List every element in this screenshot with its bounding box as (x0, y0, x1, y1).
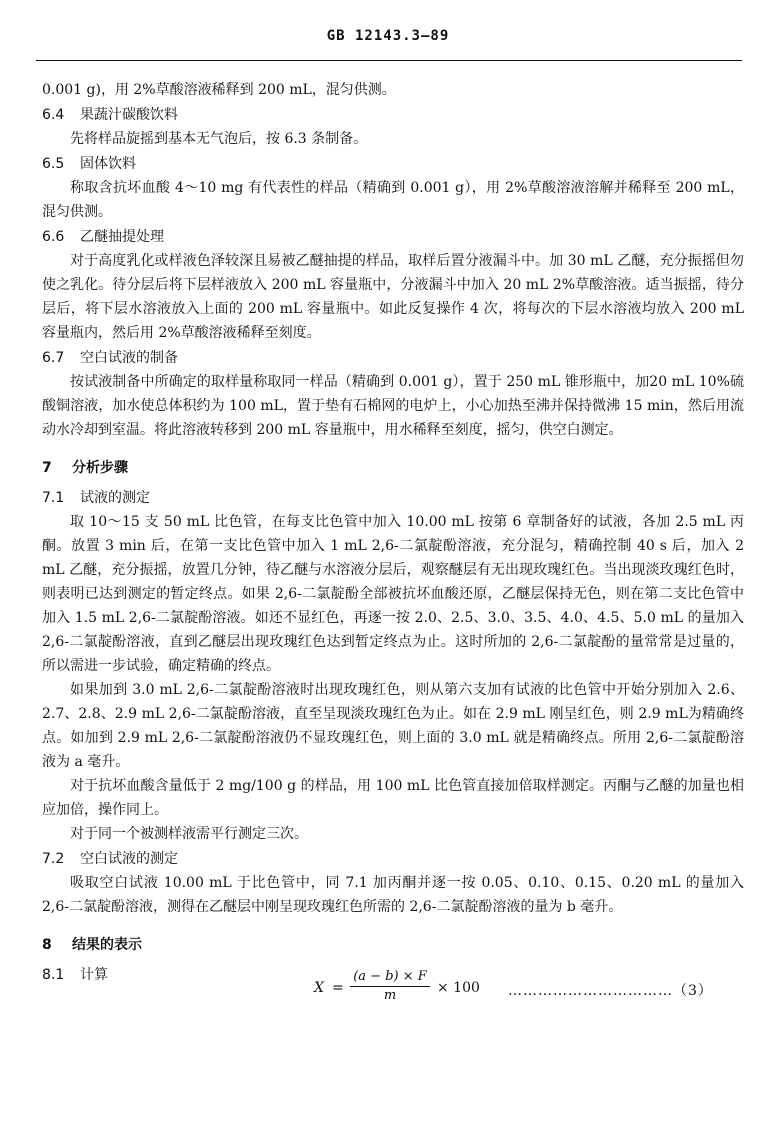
chapter-heading (42, 456, 744, 480)
formula-fraction (350, 968, 430, 1005)
section-number: 8.1 (42, 967, 65, 983)
section-title: 计算 (80, 967, 108, 983)
formula-numerator: (a − b) × F (350, 968, 430, 987)
body-paragraph: 按试液制备中所确定的取样量称取同一样品（精确到 0.001 g），置于 250 mL 锥形瓶中，加20 mL 10%硫酸铜溶液，加水使总体积约为 100 mL，置于垫有石棉网的电炉上，小心加热至沸并保持微沸 15 min，然后用流动水冷却到室温。将此溶液转移到 200 mL 容量瓶中，用水稀释至刻度，摇匀，供空白测定。 (42, 374, 744, 438)
section-heading (42, 346, 744, 370)
body-paragraph: 对于抗坏血酸含量低于 2 mg/100 g 的样品，用 100 mL 比色管直接加倍取样测定。丙酮与乙醚的加量也相应加倍，操作同上。 (42, 778, 744, 818)
section-heading (42, 225, 744, 249)
section-title: 试液的测定 (80, 490, 150, 506)
formula-number (508, 980, 713, 1000)
section-number: 6.6 (42, 229, 65, 245)
section-title: 空白试液的制备 (80, 350, 178, 366)
formula-lhs: X (314, 980, 324, 996)
body-paragraph: 吸取空白试液 10.00 mL 于比色管中，同 7.1 加丙酮并逐一按 0.05、0.10、0.15、0.20 mL 的量加入 2,6-二氯靛酚溶液，测得在乙醚层中刚呈现玫瑰红色所需的 2,6-二氯靛酚溶液的量为 b 毫升。 (42, 875, 744, 915)
section-title: 固体饮料 (80, 156, 136, 172)
body-paragraph: 对于同一个被测样液需平行测定三次。 (70, 826, 308, 842)
section-heading (42, 486, 744, 510)
section-number: 6.5 (42, 156, 65, 172)
body-paragraph: 取 10～15 支 50 mL 比色管，在每支比色管中加入 10.00 mL 按第 6 章制备好的试液，各加 2.5 mL 丙酮。放置 3 min 后，在第一支比色管中加入 1 mL 2,6-二氯靛酚溶液，充分混匀，精确控制 40 s 后，加入 2 mL 乙醚，充分振摇，放置几分钟，待乙醚与水溶液分层后，观察醚层有无出现玫瑰红色。当出现淡玫瑰红色时，则表明已达到测定的暂定终点。如果 2,6-二氯靛酚全部被抗坏血酸还原，乙醚层保持无色，则在第二支比色管中加入 1.5 mL 2,6-二氯靛酚溶液。如还不显红色，再逐一按 2.0、2.5、3.0、3.5、4.0、4.5、5.0 mL 的量加入 2,6-二氯靛酚溶液，直到乙醚层出现玫瑰红色达到暂定终点为止。这时所加的 2,6-二氯靛酚的量常常是过量的，所以需进一步试验，确定精确的终点。 (42, 514, 744, 674)
body-paragraph: 对于高度乳化或样液色泽较深且易被乙醚抽提的样品，取样后置分液漏斗中。加 30 mL 乙醚，充分振摇但勿使之乳化。待分层后将下层样液放入 200 mL 容量瓶中，分液漏斗中加入 20 mL 2%草酸溶液。适当振摇，待分层后，将下层水溶液放入上面的 200 mL 容量瓶中。如此反复操作 4 次，将每次的下层水溶液均放入 200 mL 容量瓶内，然后用 2%草酸溶液稀释至刻度。 (42, 253, 744, 341)
standard-header: GB 12143.3—89 (326, 28, 450, 44)
formula-equals: = (332, 980, 344, 996)
body-paragraph: 如果加到 3.0 mL 2,6-二氯靛酚溶液时出现玫瑰红色，则从第六支加有试液的比色管中开始分别加入 2.6、2.7、2.8、2.9 mL 2,6-二氯靛酚溶液，直至呈现淡玫瑰红色为止。如在 2.9 mL 刚呈红色，则 2.9 mL为精确终点。如加到 2.9 mL 2,6-二氯靛酚溶液仍不显玫瑰红色，则上面的 3.0 mL 就是精确终点。所用 2,6-二氯靛酚溶液为 a 毫升。 (42, 682, 744, 770)
section-title: 空白试液的测定 (80, 851, 178, 867)
body-paragraph: 先将样品旋摇到基本无气泡后，按 6.3 条制备。 (70, 131, 368, 147)
section-heading (42, 152, 744, 176)
section-number: 8 (42, 937, 52, 953)
section-number: 6.7 (42, 350, 65, 366)
section-title: 乙醚抽提处理 (80, 229, 164, 245)
formula-denominator: m (383, 988, 397, 1003)
section-heading (42, 847, 744, 871)
chapter-heading (42, 933, 744, 957)
formula-equation-number: （3） (673, 983, 713, 999)
section-title: 分析步骤 (72, 460, 128, 476)
section-number: 6.4 (42, 107, 65, 123)
formula-leader-dots: …………………………… (508, 983, 673, 999)
section-number: 7.1 (42, 490, 65, 506)
section-heading (42, 103, 744, 127)
section-number: 7.2 (42, 851, 65, 867)
formula-3 (0, 968, 776, 1008)
body-paragraph: 0.001 g)，用 2%草酸溶液稀释到 200 mL，混匀供测。 (42, 82, 396, 98)
section-number: 7 (42, 460, 52, 476)
formula-multiplier: × 100 (437, 980, 480, 996)
body-paragraph: 称取含抗坏血酸 4～10 mg 有代表性的样品（精确到 0.001 g），用 2%草酸溶液溶解并稀释至 200 mL，混匀供测。 (42, 180, 744, 220)
header-rule (36, 60, 742, 61)
document-body (42, 78, 744, 987)
section-title: 果蔬汁碳酸饮料 (80, 107, 178, 123)
section-title: 结果的表示 (72, 937, 142, 953)
